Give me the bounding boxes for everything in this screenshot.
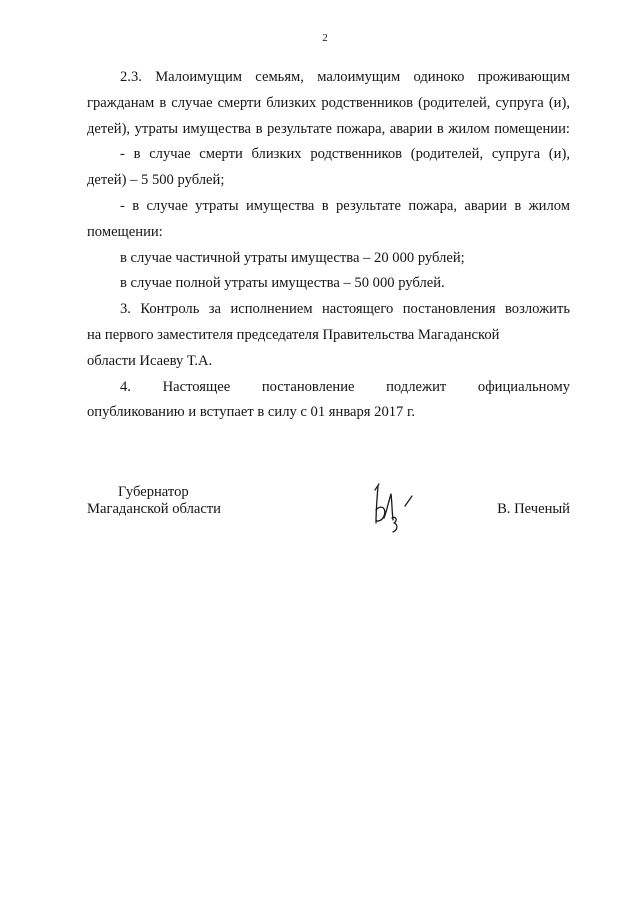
text-line: в случае частичной утраты имущества – 20 000 рублей; [120, 249, 465, 266]
text-line: 2.3. Малоимущим семьям, малоимущим одиноко проживающим [120, 69, 570, 85]
text-line: - в случае утраты имущества в результате пожара, аварии в жилом [120, 197, 570, 214]
text-line: в случае полной утраты имущества – 50 000 рублей. [120, 275, 445, 292]
text-line: опубликованию и вступает в силу с 01 января 2017 г. [87, 404, 415, 421]
text-line: детей) – 5 500 рублей; [87, 172, 225, 189]
signer-position-line: Губернатор [118, 484, 189, 500]
signer-position-line: Магаданской области [87, 501, 221, 517]
text-line: детей), утраты имущества в результате пожара, аварии в жилом помещении: [87, 120, 570, 137]
text-line: на первого заместителя председателя Правительства Магаданской [87, 326, 500, 343]
paragraph-2-3 [87, 65, 570, 142]
list-item-full-loss [87, 271, 570, 297]
list-item-property-loss [87, 194, 570, 246]
text-line: области Исаеву Т.А. [87, 352, 213, 369]
paragraph-3 [87, 297, 570, 374]
text-line: гражданам в случае смерти близких родственников (родителей, супруга (и), [87, 94, 570, 111]
list-item-death-of-relatives [87, 142, 570, 194]
text-line: 3. Контроль за исполнением настоящего постановления возложить [120, 301, 570, 318]
page-number: 2 [322, 32, 328, 44]
paragraph-4 [87, 375, 570, 427]
text-line: 4. Настоящее постановление подлежит официальному [120, 378, 570, 395]
text-line: - в случае смерти близких родственников (родителей, супруга (и), [120, 146, 570, 163]
signer-position [87, 484, 287, 518]
text-line: помещении: [87, 223, 163, 240]
signer-name: В. Печеный [497, 501, 570, 517]
list-item-partial-loss [87, 246, 570, 272]
document-body [87, 65, 570, 426]
handwritten-signature [365, 480, 425, 540]
